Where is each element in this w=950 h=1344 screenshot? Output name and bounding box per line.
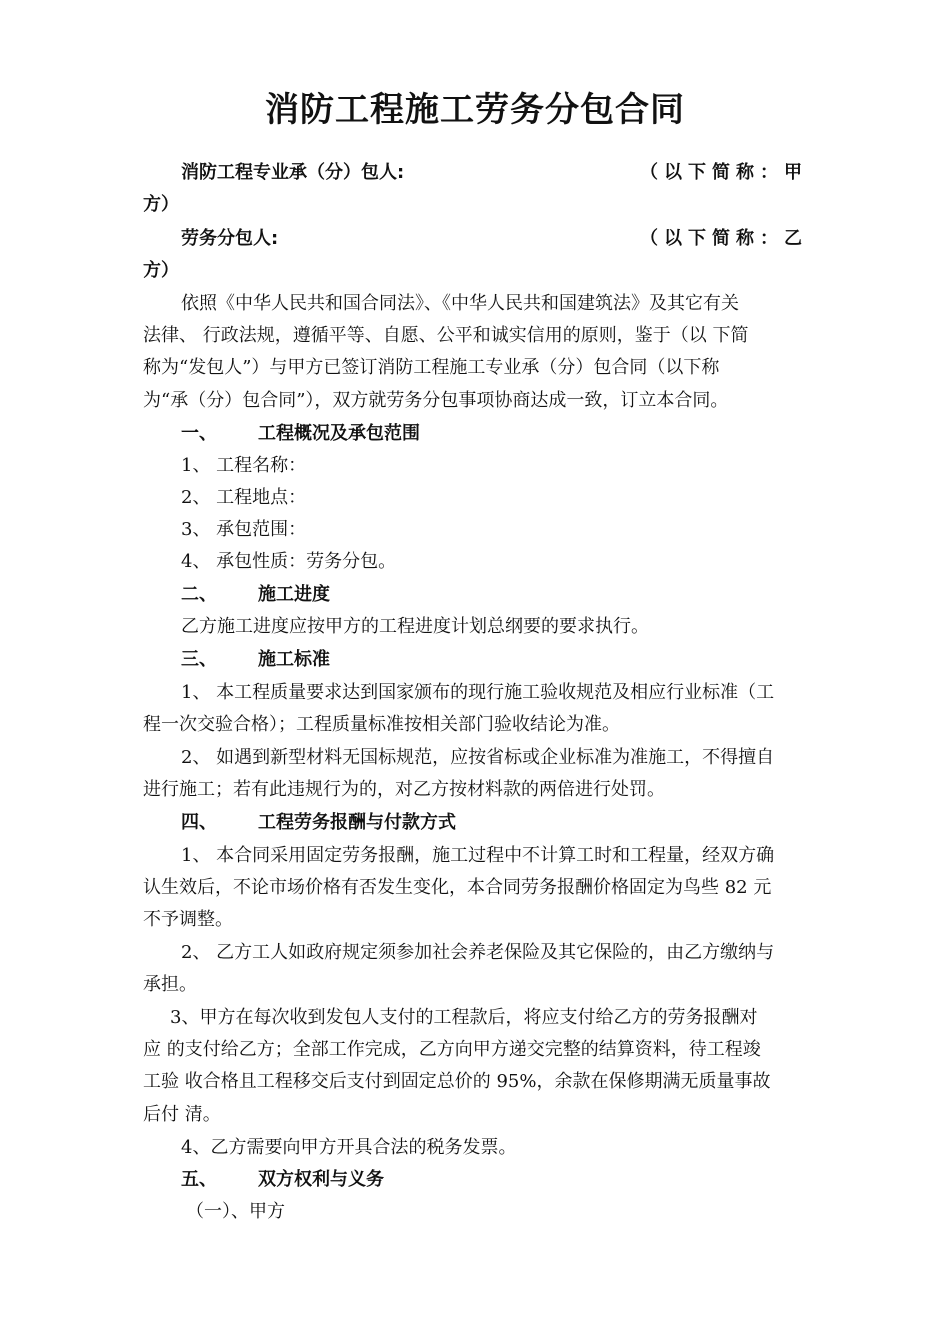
section-title: 双方权利与义务 bbox=[258, 1169, 384, 1190]
paragraph-line: 程一次交验合格）；工程质量标准按相关部门验收结论为准。 bbox=[143, 714, 620, 735]
party-b-line bbox=[181, 227, 808, 251]
party-a-label: 消防工程专业承（分）包人: bbox=[181, 162, 405, 183]
section-heading-2 bbox=[181, 583, 808, 607]
paragraph-line: 应 的支付给乙方；全部工作完成，乙方向甲方递交完整的结算资料，待工程竣 bbox=[143, 1039, 761, 1060]
section-heading-3 bbox=[181, 648, 808, 672]
paragraph-line: 进行施工；若有此违规行为的，对乙方按材料款的两倍进行处罚。 bbox=[143, 779, 665, 800]
section-heading-4 bbox=[181, 811, 808, 835]
paragraph-line: 2、 乙方工人如政府规定须参加社会养老保险及其它保险的，由乙方缴纳与 bbox=[181, 942, 775, 963]
preamble-line: 为“承（分）包合同”），双方就劳务分包事项协商达成一致，订立本合同。 bbox=[143, 390, 729, 411]
section-number: 一、 bbox=[181, 423, 217, 444]
section-title: 工程劳务报酬与付款方式 bbox=[258, 812, 456, 833]
section-title: 施工进度 bbox=[258, 584, 330, 605]
subsection-heading: （一）、甲方 bbox=[186, 1201, 285, 1222]
paragraph-line: 1、 本合同采用固定劳务报酬，施工过程中不计算工时和工程量，经双方确 bbox=[181, 845, 775, 866]
party-b-label: 劳务分包人: bbox=[181, 228, 279, 249]
section-heading-5 bbox=[181, 1168, 808, 1192]
paragraph-line: 后付 清。 bbox=[143, 1104, 221, 1125]
party-a-suffix: （以下简称：甲 bbox=[640, 162, 808, 183]
list-item: 4、 承包性质：劳务分包。 bbox=[181, 551, 397, 572]
list-item: 1、 工程名称： bbox=[181, 455, 307, 476]
section-number: 四、 bbox=[181, 812, 217, 833]
paragraph-line: 工验 收合格且工程移交后支付到固定总价的 95%，余款在保修期满无质量事故 bbox=[143, 1071, 771, 1092]
section-number: 三、 bbox=[181, 649, 217, 670]
party-b-cont: 方） bbox=[143, 260, 179, 281]
section-title: 工程概况及承包范围 bbox=[258, 423, 420, 444]
preamble-line: 依照《中华人民共和国合同法》、《中华人民共和国建筑法》及其它有关 bbox=[181, 293, 739, 314]
paragraph-line: 承担。 bbox=[143, 974, 197, 995]
preamble-line: 称为“发包人”）与甲方已签订消防工程施工专业承（分）包合同（以下称 bbox=[143, 357, 720, 378]
paragraph-line: 1、 本工程质量要求达到国家颁布的现行施工验收规范及相应行业标准（工 bbox=[181, 682, 775, 703]
list-item: 3、 承包范围： bbox=[181, 519, 307, 540]
paragraph-line: 认生效后，不论市场价格有否发生变化，本合同劳务报酬价格固定为鸟些 82 元 bbox=[143, 877, 772, 898]
list-item: 2、 工程地点： bbox=[181, 487, 307, 508]
section-number: 二、 bbox=[181, 584, 217, 605]
party-b-suffix: （以下简称：乙 bbox=[640, 228, 808, 249]
preamble-line: 法律、 行政法规，遵循平等、自愿、公平和诚实信用的原则，鉴于（以 下简 bbox=[143, 325, 749, 346]
section-body: 乙方施工进度应按甲方的工程进度计划总纲要的要求执行。 bbox=[181, 616, 649, 637]
section-title: 施工标准 bbox=[258, 649, 330, 670]
section-heading-1 bbox=[181, 422, 808, 446]
paragraph-line: 不予调整。 bbox=[143, 909, 233, 930]
document-title: 消防工程施工劳务分包合同 bbox=[265, 90, 685, 130]
party-a-cont: 方） bbox=[143, 194, 179, 215]
section-number: 五、 bbox=[181, 1169, 217, 1190]
paragraph-line: 4、乙方需要向甲方开具合法的税务发票。 bbox=[181, 1137, 517, 1158]
paragraph-line: 3、甲方在每次收到发包人支付的工程款后，将应支付给乙方的劳务报酬对 bbox=[170, 1007, 758, 1028]
party-a-line bbox=[181, 161, 808, 185]
paragraph-line: 2、 如遇到新型材料无国标规范，应按省标或企业标准为准施工，不得擅自 bbox=[181, 747, 775, 768]
